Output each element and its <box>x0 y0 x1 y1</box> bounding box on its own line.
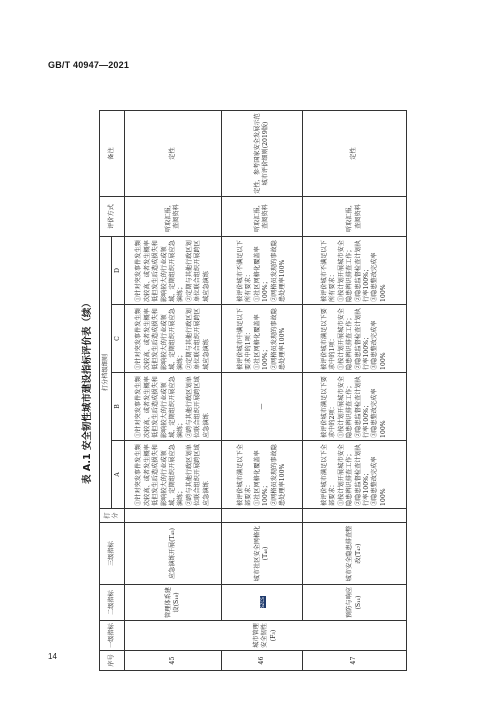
publisher-logo: SZCS <box>259 597 265 608</box>
level3-indicator: 应急演练开展(T₄₅) <box>124 523 221 585</box>
header-level1: 一级指标 <box>100 621 125 651</box>
grade-a-cell: 被评价城市满足以下全部要求： ①按计划开展城市安全隐患辨识排查工作； ②隐患监督检查计划执行率100%； ③隐患整改完成率100% <box>303 441 407 509</box>
header-seq: 序号 <box>100 651 125 671</box>
table-row <box>222 111 303 671</box>
grade-c-cell: 被评价城市满足以下要求中的1项： ①按计划开展城市安全隐患辨识排查工作； ②隐患监督检查计划执行率100%； ③隐患整改完成率100% <box>303 305 407 373</box>
table-row <box>124 111 221 671</box>
grade-b-cell: ①针对突发事件发生频次较高、或者发生概率低但发生后造成损失和影响较大的行业或领域，定期组织开展应急演练； ②跨与其他行政区划单位联合组织开展跨区域应急演练 <box>124 373 221 441</box>
level1-indicator <box>124 621 406 651</box>
grade-d-cell: 被评价城市不满足以下所有要求： ①社区网格化覆盖率100%； ②网格员发现的事故隐患处理率100% <box>222 237 303 305</box>
remark-cell: 定性 <box>124 111 221 197</box>
method-cell: 听取汇报，查阅资料 <box>303 197 407 237</box>
level1-label: 城市管理安全韧性(F₃) <box>252 623 277 648</box>
page-number: 14 <box>48 652 57 661</box>
header-level3: 三级指标 <box>100 523 125 585</box>
header-scoring-group: 打分档级细则 <box>100 237 112 509</box>
level3-indicator: 城市社区安全网格化(T₄₆) <box>222 523 303 585</box>
grade-c-cell: 被评价城市中满足以下要求中的1项： ①社区网格化覆盖率100%； ②网格员发现的事故隐患处理率100% <box>222 305 303 373</box>
level3-indicator: 城市安全隐患排查整改(T₄₇) <box>303 523 407 585</box>
header-grade-d: D <box>112 237 124 305</box>
score-cell <box>124 509 221 523</box>
level2-indicator-empty <box>222 585 303 621</box>
grade-c-cell: ①针对突发事件发生频次较高、或者发生概率低但发生后造成损失和影响较大的行业或领域，定期组织开展应急演练； ②定期与其他行政区划单位联合组织开展跨区域应急演练 <box>124 305 221 373</box>
row-seq: 46 <box>222 651 303 671</box>
header-level2: 二级指标 <box>100 585 125 621</box>
score-cell <box>222 509 303 523</box>
header-grade-c: C <box>112 305 124 373</box>
row-seq: 45 <box>124 651 221 671</box>
standard-code: GB/T 40947—2021 <box>48 60 130 70</box>
header-grade-a: A <box>112 441 124 509</box>
remark-cell: 定性，参考国家安全发展示范城市评价细则(2019版) <box>222 111 303 197</box>
grade-d-cell: ①针对突发事件发生频次较高、或者发生概率低但发生后造成损失和影响较大的行业或领域，定期组织开展应急演练； ②定期与其他行政区划单位联合组织开展跨区域应急演练 <box>124 237 221 305</box>
method-cell: 听取汇报，查阅资料 <box>124 197 221 237</box>
method-cell: 听取汇报，查阅资料 <box>222 197 303 237</box>
score-cell <box>303 509 407 523</box>
level2-indicator: 预防与响应(S₁₁) <box>303 585 407 621</box>
indicator-evaluation-table <box>99 110 407 671</box>
header-grade-b: B <box>112 373 124 441</box>
header-method: 评价方式 <box>100 197 125 237</box>
rotated-table-area <box>77 111 407 671</box>
level2-indicator: 管理体系建设(S₁₀) <box>124 585 221 621</box>
header-score: 打分 <box>100 509 125 523</box>
remark-cell: 定性 <box>303 111 407 197</box>
grade-a-cell: ①针对突发事件发生频次较高、或者发生概率低但发生后造成损失和影响较大的行业或领域，定期组织开展应急演练； ②跨与其他行政区划单位联合组织开展跨区域应急演练 <box>124 441 221 509</box>
grade-a-cell: 被评价城市满足以下全部要求： ①社区网格化覆盖率100%； ②网格员发现的事故隐患处理率100% <box>222 441 303 509</box>
grade-b-cell: — <box>222 373 303 441</box>
table-caption: 表 A.1 安全韧性城市建设指标评价表（续） <box>82 298 93 484</box>
header-remark: 备注 <box>100 111 125 197</box>
row-seq: 47 <box>303 651 407 671</box>
grade-d-cell: 被评价城市不满足以下所有要求： ①按计划开展城市安全隐患辨识排查工作； ②隐患监督检查计划执行率100%； ③隐患整改完成率100% <box>303 237 407 305</box>
table-row <box>303 111 407 671</box>
grade-b-cell: 被评价城市满足以下要求中的2项： ①按计划开展城市安全隐患辨识排查工作； ②隐患监督检查计划执行率100%； ③隐患整改完成率100% <box>303 373 407 441</box>
